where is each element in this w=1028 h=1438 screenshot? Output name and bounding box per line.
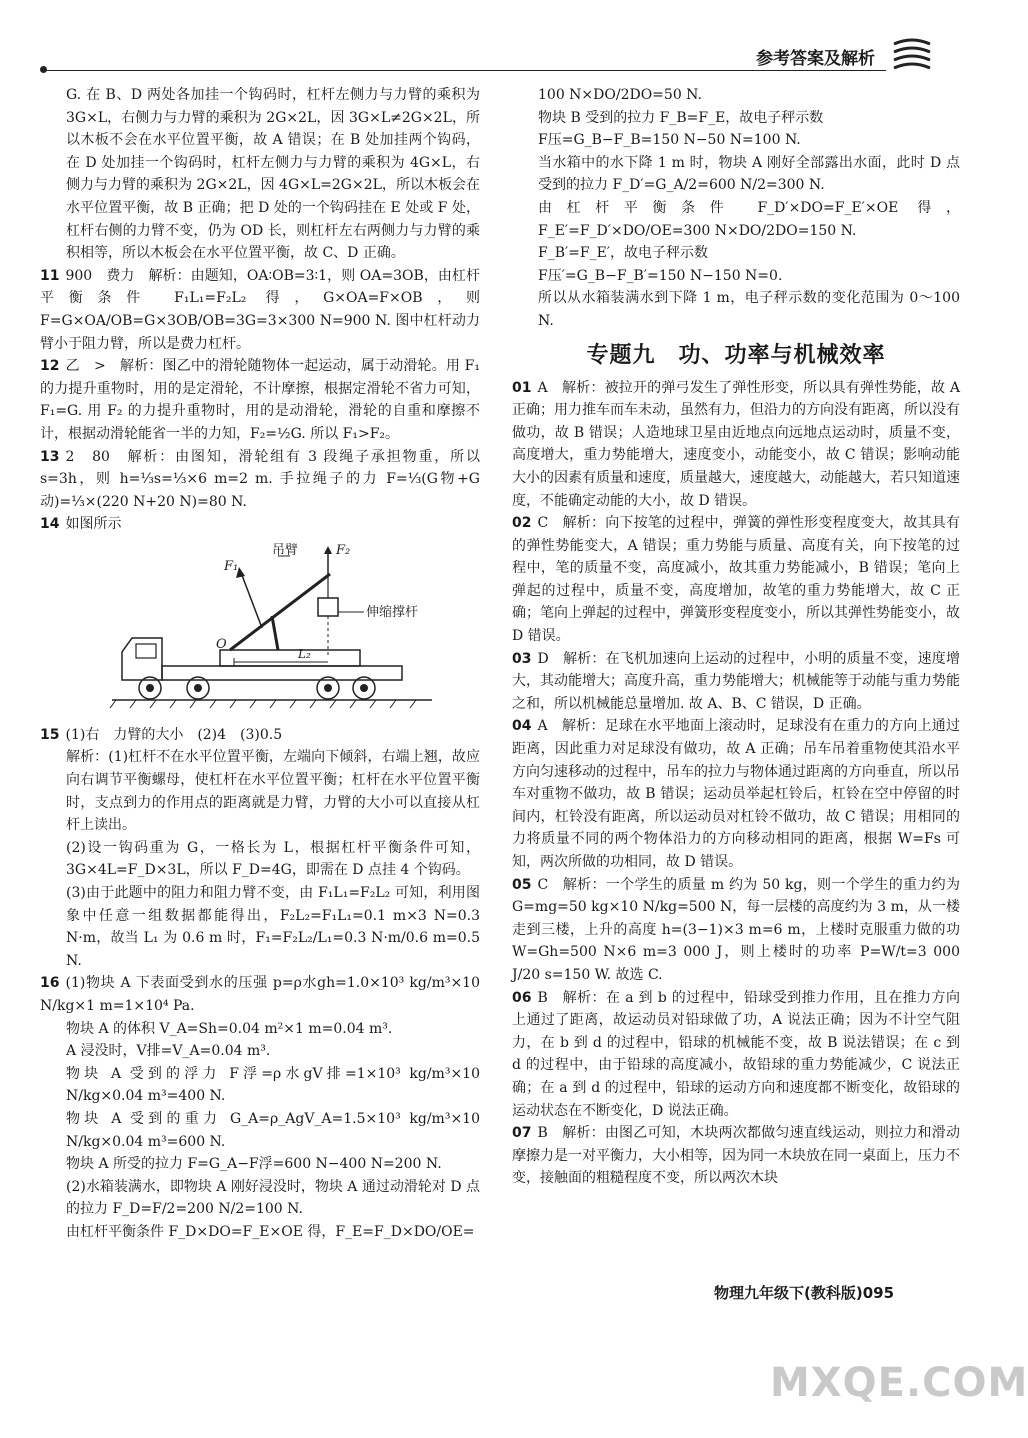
answer-text: 100 N×DO/2DO=50 N.	[538, 87, 702, 103]
answer-text: (2)水箱装满水，即物块 A 刚好浸没时，物块 A 通过动滑轮对 D 点的拉力 F_D=F/2=200 N/2=100 N.	[66, 1178, 480, 1218]
question-number: 06	[512, 989, 532, 1006]
answer-item	[512, 715, 960, 873]
question-number: 14	[40, 516, 60, 533]
answer-paragraph	[40, 1221, 480, 1244]
page-footer: 物理九年级下(教科版)095	[714, 1284, 895, 1302]
answer-paragraph	[512, 107, 960, 130]
answer-paragraph	[512, 152, 960, 197]
answer-text: F压′=G_B−F_B′=150 N−150 N=0.	[538, 267, 783, 284]
answer-paragraph	[512, 129, 960, 152]
answer-paragraph	[40, 84, 480, 265]
question-number: 04	[512, 718, 532, 735]
answer-item	[512, 987, 960, 1123]
answer-text: 乙 > 解析：图乙中的滑轮随物体一起运动，属于动滑轮。用 F₁ 的力提升重物时，用的是定滑轮，不计摩擦，根据定滑轮不省力可知，F₁=G. 用 F₂ 的力提升重物时，用的是动滑轮，滑轮的自重和摩擦不计，根据动滑轮能省一半的力知，F₂=½G. 所以 F₁>F₂。	[40, 358, 480, 442]
question-number: 05	[512, 876, 532, 893]
page-header-title: 参考答案及解析	[756, 49, 875, 69]
answer-text: 由杠杆平衡条件 F_D×DO=F_E×OE 得，F_E=F_D×DO/OE=	[66, 1223, 475, 1240]
answer-paragraph	[512, 242, 960, 265]
header-rule	[46, 70, 886, 71]
label-f1: F₁	[224, 558, 239, 574]
answer-text: F_B′=F_E′，故电子秤示数	[538, 245, 709, 262]
answer-text: (2)设一钩码重为 G，一格长为 L，根据杠杆平衡条件可知，3G×4L=F_D×3L，所以 F_D=4G，即需在 D 点挂 4 个钩码。	[66, 839, 480, 879]
answer-text: (3)由于此题中的阻力和阻力臂不变，由 F₁L₁=F₂L₂ 可知，利用图象中任意一组数据都能得出，F₂L₂=F₁L₁=0.1 m×3 N=0.3 N·m，故当 L₁ 为 0.6 m 时，F₁=F₂L₂/L₁=0.3 N·m/0.6 m=0.5 N.	[66, 885, 480, 969]
answer-paragraph	[40, 1018, 480, 1041]
question-number: 01	[512, 379, 532, 396]
answer-paragraph	[512, 84, 960, 107]
answer-text: 2 80 解析：由图知，滑轮组有 3 段绳子承担物重，所以 s=3h，则 h=⅓s=⅓×6 m=2 m. 手拉绳子的力 F=⅓(G物+G动)=⅓×(220 N+20 N)=80 N.	[40, 448, 480, 510]
answer-item	[40, 972, 480, 1017]
answer-paragraph	[40, 1176, 480, 1221]
question-number: 15	[40, 726, 60, 743]
label-o: O	[216, 636, 227, 652]
label-strut: 伸缩撑杆	[366, 604, 419, 620]
figure-container	[102, 540, 442, 720]
answer-item	[512, 377, 960, 513]
answer-text: 900 费力 解析：由题知，OA∶OB=3∶1，则 OA=3OB，由杠杆平衡条件 F₁L₁=F₂L₂ 得，G×OA=F×OB，则 F=G×OA/OB=G×3OB/OB=3G=3×300 N=900 N. 图中杠杆动力臂小于阻力臂，所以是费力杠杆。	[40, 267, 480, 352]
answer-text: 解析：(1)杠杆不在水平位置平衡，左端向下倾斜，右端上翘，故应向右调节平衡螺母，使杠杆在水平位置平衡；杠杆在水平位置平衡时，支点到力的作用点的距离就是力臂，力臂的大小可以直接从杠杆上读出。	[66, 749, 480, 834]
answer-paragraph	[40, 1063, 480, 1108]
answer-text: 物块 A 受到的浮力 F浮=ρ水gV排=1×10³ kg/m³×10 N/kg×0.04 m³=400 N.	[66, 1065, 480, 1105]
question-number: 03	[512, 650, 532, 667]
answer-text: (1)右 力臂的大小 (2)4 (3)0.5	[65, 726, 283, 743]
answer-text: A 解析：足球在水平地面上滚动时，足球没有在重力的方向上通过距离，因此重力对足球没有做功，故 A 正确；吊车吊着重物使其沿水平方向匀速移动的过程中，吊车的拉力与物体通过距离的方向垂直，所以吊车对重物不做功，故 B 错误；运动员举起杠铃后，杠铃在空中停留的时间内，杠铃没有距离，所以运动员对杠铃不做功，故 C 错误；用相同的力将质量不同的两个物体沿力的方向移动相同的距离，根据 W=Fs 可知，两次所做的功相同，故 D 错误。	[512, 718, 960, 870]
section-title: 专题九 功、功率与机械效率	[586, 342, 886, 368]
label-f2: F₂	[336, 542, 351, 558]
answer-paragraph	[512, 287, 960, 332]
answer-paragraph	[512, 197, 960, 242]
answer-text: G. 在 B、D 两处各加挂一个钩码时，杠杆左侧力与力臂的乘积为 3G×L，右侧力与力臂的乘积为 2G×2L，因 3G×L≠2G×2L，所以木板不会在水平位置平衡，故 A 错误；在 B 处加挂两个钩码，在 D 处加挂一个钩码时，杠杆左侧力与力臂的乘积为 4G×L，右侧力与力臂的乘积为 2G×2L，因 4G×L=2G×2L，所以木板会在水平位置平衡，故 B 正确；把 D 处的一个钩码挂在 E 处或 F 处，杠杆右侧的力臂不变，仍为 OD 长，则杠杆左右两侧力与力臂的乘积相等，所以木板会在水平位置平衡，故 C、D 正确。	[66, 87, 480, 262]
answer-text: 物块 B 受到的拉力 F_B=F_E，故电子秤示数	[538, 109, 824, 126]
question-number: 07	[512, 1125, 532, 1142]
answer-paragraph	[40, 746, 480, 836]
answer-text: B 解析：在 a 到 b 的过程中，铅球受到推力作用，且在推力方向上通过了距离，故运动员对铅球做了功，A 说法正确；因为不计空气阻力，在 b 到 d 的过程中，铅球的机械能不变，故 B 说法错误；在 c 到 d 的过程中，由于铅球的高度减小，故铅球的重力势能减少，C 说法正确；在 a 到 d 的过程中，铅球的运动方向和速度都不断变化，故铅球的运动状态在不断变化，D 说法正确。	[512, 989, 960, 1119]
answer-text: 物块 A 的体积 V_A=Sh=0.04 m²×1 m=0.04 m³.	[66, 1020, 393, 1037]
question-number: 12	[40, 358, 60, 375]
answer-text: 当水箱中的水下降 1 m 时，物块 A 刚好全部露出水面，此时 D 点受到的拉力 F_D′=G_A/2=600 N/2=300 N.	[538, 154, 960, 194]
answer-paragraph	[40, 1153, 480, 1176]
answer-text: B 解析：由图乙可知，木块两次都做匀速直线运动，则拉力和滑动摩擦力是一对平衡力，大小相等，因为同一木块放在同一桌面上，压力不变，接触面的粗糙程度不变，所以两次木块	[512, 1125, 960, 1187]
question-number: 16	[40, 975, 60, 992]
answer-text: A 解析：被拉开的弹弓发生了弹性形变，所以具有弹性势能，故 A 正确；用力推车而车未动，虽然有力，但沿力的方向没有距离，所以没有做功，故 B 错误；人造地球卫星由近地点向远地点运动时，质量不变，高度增大，重力势能增大，速度变小，动能变小，故 C 错误；影响动能大小的因素有质量和速度，质量越大，速度越大，动能越大，若只知道速度，不能确定动能的大小，故 D 错误。	[512, 379, 960, 509]
question-number: 02	[512, 515, 532, 532]
answer-item	[40, 265, 480, 355]
answer-paragraph	[40, 882, 480, 972]
label-l2: L₂	[298, 646, 311, 661]
answer-paragraph	[40, 1108, 480, 1153]
answer-item	[512, 1122, 960, 1190]
answer-item	[40, 724, 480, 747]
crane-truck-figure	[102, 540, 442, 720]
answer-item	[512, 648, 960, 716]
answer-item	[40, 355, 480, 445]
right-column	[512, 84, 960, 1190]
answer-text: 如图所示	[65, 516, 122, 533]
answer-text: 物块 A 受到的重力 G_A=ρ_AgV_A=1.5×10³ kg/m³×10 N/kg×0.04 m³=600 N.	[66, 1110, 480, 1150]
answer-text: D 解析：在飞机加速向上运动的过程中，小明的质量不变，速度增大，其动能增大；高度升高，重力势能增大；机械能等于动能与重力势能之和，所以机械能总量增加. 故 A、B、C 错误，D 正确。	[512, 650, 960, 712]
answer-text: F压=G_B−F_B=150 N−50 N=100 N.	[538, 132, 801, 149]
answer-text: 物块 A 所受的拉力 F=G_A−F浮=600 N−400 N=200 N.	[66, 1156, 442, 1173]
answer-text: (1)物块 A 下表面受到水的压强 p=ρ水gh=1.0×10³ kg/m³×10 N/kg×1 m=1×10⁴ Pa.	[40, 975, 480, 1014]
question-number: 13	[40, 448, 60, 465]
answer-text: C 解析：向下按笔的过程中，弹簧的弹性形变程度变大，故其具有的弹性势能变大，A 错误；重力势能与质量、高度有关，向下按笔的过程中，笔的质量不变，高度减小，故其重力势能减小，B 错误；笔向上弹起的过程中，质量不变，高度增加，故笔的重力势能增大，故 C 正确；笔向上弹起的过程中，弹簧形变程度变小，所以其弹性势能变小，故 D 错误。	[512, 515, 960, 645]
book-logo-icon	[890, 34, 934, 78]
answer-text: C 解析：一个学生的质量 m 约为 50 kg，则一个学生的重力约为 G=mg=50 kg×10 N/kg=500 N，每一层楼的高度约为 3 m，从一楼走到三楼，上升的高度 h=(3−1)×3 m=6 m，上楼时克服重力做的功 W=Gh=500 N×6 m=3 000 J，则上楼时的功率 P=W/t=3 000 J/20 s=150 W. 故选 C.	[512, 876, 960, 983]
answer-item	[512, 874, 960, 987]
answer-text: 由杠杆平衡条件 F_D′×DO=F_E′×OE 得，F_E′=F_D′×DO/OE=300 N×DO/2DO=150 N.	[538, 199, 960, 239]
answer-paragraph	[512, 265, 960, 288]
question-number: 11	[40, 267, 60, 284]
answer-item	[40, 513, 480, 536]
answer-paragraph	[40, 837, 480, 882]
answer-item	[40, 446, 480, 514]
answer-text: 所以从水箱装满水到下降 1 m，电子秤示数的变化范围为 0～100 N.	[538, 290, 960, 329]
answer-item	[512, 512, 960, 648]
answer-paragraph	[40, 1040, 480, 1063]
watermark: MXQE.COM	[770, 1360, 1028, 1406]
answer-text: A 浸没时，V排=V_A=0.04 m³.	[66, 1043, 271, 1060]
label-boom: 吊臂	[272, 542, 299, 558]
left-column	[40, 84, 480, 1244]
